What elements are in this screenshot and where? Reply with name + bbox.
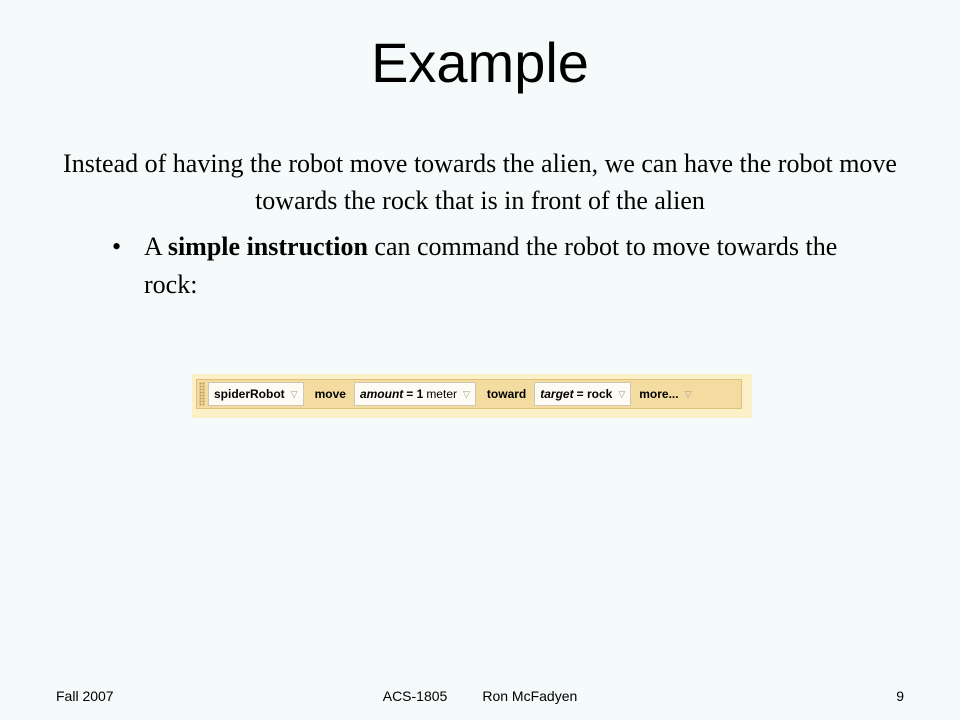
amount-value: = 1	[406, 387, 424, 401]
more-dropdown[interactable]	[634, 382, 696, 406]
toward-label: toward	[486, 387, 527, 401]
bullet-bold-term: simple instruction	[167, 232, 368, 261]
amount-dropdown[interactable]	[354, 382, 476, 406]
footer-center-text: ACS-1805 Ron McFadyen	[382, 688, 578, 704]
dropdown-arrow-icon: ▽	[290, 388, 298, 399]
bullet-glyph: •	[112, 232, 122, 261]
drag-grip-icon[interactable]	[199, 382, 205, 406]
slide-title: Example	[371, 31, 589, 94]
footer-course-author	[0, 688, 960, 704]
bullet-item	[112, 228, 872, 304]
footer-date: Fall 2007	[56, 688, 114, 704]
bullet-prefix: A	[144, 232, 168, 261]
amount-param-label: amount	[359, 387, 404, 401]
object-dropdown[interactable]	[208, 382, 304, 406]
target-param-label: target	[540, 387, 574, 401]
instruction-bar[interactable]	[196, 379, 742, 409]
target-dropdown[interactable]	[534, 382, 631, 406]
target-value: = rock	[576, 387, 613, 401]
dropdown-arrow-icon: ▽	[684, 388, 692, 399]
instruction-tile	[192, 374, 752, 418]
method-label: move	[314, 387, 346, 401]
object-name: spiderRobot	[214, 387, 285, 401]
slide-body-text: Instead of having the robot move towards the alien, we can have the robot move towards the rock that is in front of the alien	[63, 149, 897, 215]
dropdown-arrow-icon: ▽	[618, 388, 626, 399]
footer-page-number: 9	[896, 688, 904, 704]
dropdown-arrow-icon: ▽	[463, 388, 470, 399]
more-label: more...	[639, 387, 679, 401]
bullet-text	[144, 228, 872, 304]
bullet-suffix: can command the robot to move towards the rock:	[144, 232, 838, 299]
amount-unit: meter	[426, 387, 457, 401]
